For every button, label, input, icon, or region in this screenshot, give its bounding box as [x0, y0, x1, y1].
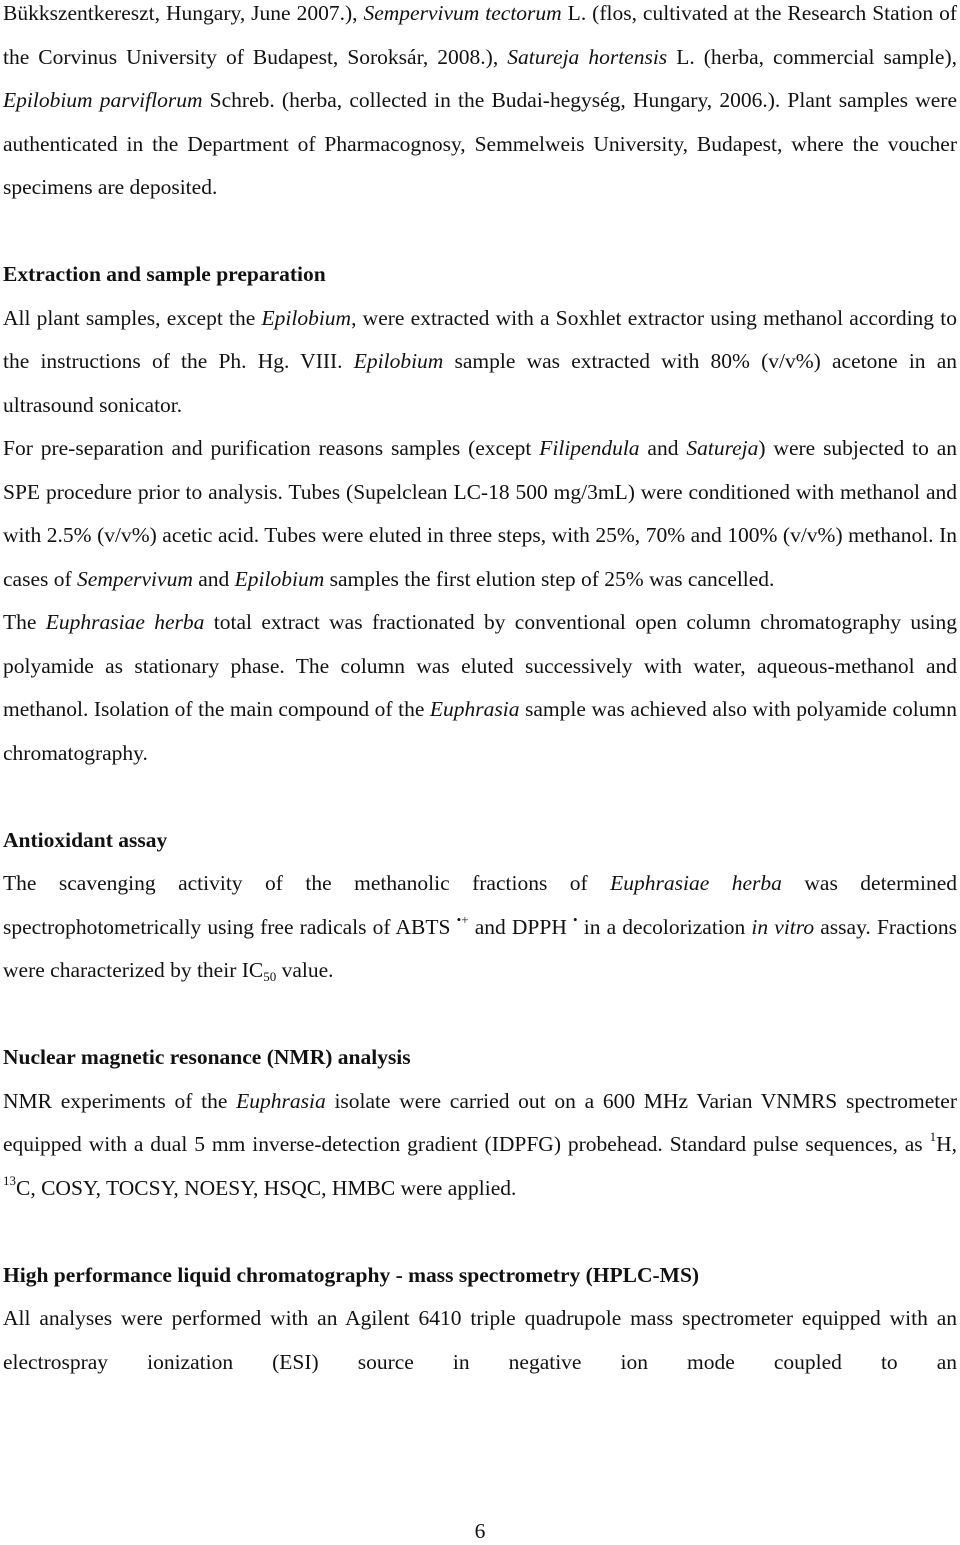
- italic-text: Euphrasiae herba: [610, 871, 782, 895]
- paragraph-antioxidant: [3, 862, 957, 993]
- text-run: and: [639, 436, 687, 460]
- text-run: and: [192, 566, 235, 591]
- italic-text: Epilobium: [261, 305, 352, 330]
- text-run: samples the first elution step of 25% was cancelled.: [324, 566, 775, 591]
- text-run: sample was achieved also with polyamide column chromatography.: [3, 697, 957, 765]
- section-gap: [3, 775, 957, 819]
- text-run: was determined spectrophotometrically using free radicals of ABTS: [3, 871, 957, 939]
- section-gap: [3, 1210, 957, 1254]
- text-run: C, COSY, TOCSY, NOESY, HSQC, HMBC were applied.: [16, 1175, 517, 1200]
- subscript-text: 50: [263, 969, 277, 984]
- text-run: L. (flos, cultivated at the Research Station of the Corvinus University of Budapest, Soroksár, 2008.),: [3, 1, 958, 69]
- text-run: H,: [936, 1132, 957, 1156]
- text-run: value.: [276, 958, 334, 982]
- text-run: isolate were carried out on a 600 MHz Varian VNMRS spectrometer equipped with a dual 5 mm inverse-detection gradient (IDPFG) probehead. Standard pulse sequences, as: [3, 1088, 957, 1156]
- page-number: 6: [474, 1519, 486, 1543]
- italic-text: Euphrasiae herba: [45, 610, 205, 634]
- italic-text: Satureja: [686, 436, 759, 460]
- text-run: sample was extracted with 80% (v/v%) acetone in an ultrasound sonicator.: [3, 349, 958, 417]
- superscript-text: 13: [3, 1172, 16, 1188]
- text-run: The: [3, 610, 46, 634]
- text-run: For pre-separation and purification reasons samples (except: [3, 436, 540, 460]
- text-run: All plant samples, except the: [3, 305, 262, 330]
- text-run: Bükkszentkereszt, Hungary, June 2007.),: [3, 1, 364, 25]
- italic-text: Epilobium: [353, 349, 444, 373]
- italic-text: Epilobium: [234, 566, 325, 591]
- section-gap: [3, 210, 957, 254]
- text-run: All analyses were performed with an Agilent 6410 triple quadrupole mass spectrometer equipped with an electrospray ionization (ESI) source in negative ion mode coupled to an: [3, 1306, 957, 1374]
- paragraph-extraction-1: [3, 297, 957, 428]
- italic-text: Filipendula: [539, 436, 640, 460]
- text-run: L. (herba, commercial sample),: [667, 44, 957, 69]
- text-run: , were extracted with a Soxhlet extractor using methanol according to the instructions of the Ph. Hg. VIII.: [3, 305, 957, 373]
- heading-antioxidant: Antioxidant assay: [3, 827, 168, 852]
- paragraph-hplc: [3, 1297, 957, 1384]
- heading-nmr: Nuclear magnetic resonance (NMR) analysis: [3, 1045, 411, 1069]
- paragraph-extraction-2: [3, 427, 957, 601]
- italic-text: Euphrasia: [429, 697, 520, 721]
- document-page: [3, 0, 957, 1384]
- paragraph-plant-samples: [3, 0, 957, 210]
- italic-text: Euphrasia: [236, 1088, 326, 1113]
- italic-text: Sempervivum: [77, 566, 193, 591]
- text-run: assay. Fractions were characterized by their IC: [3, 914, 957, 982]
- superscript-text: •: [573, 911, 578, 927]
- text-run: and DPPH: [468, 914, 574, 939]
- text-run: The scavenging activity of the methanolic fractions of: [3, 871, 611, 895]
- italic-text: Satureja hortensis: [507, 44, 668, 69]
- heading-extraction: Extraction and sample preparation: [3, 262, 326, 286]
- text-run: ) were subjected to an SPE procedure prior to analysis. Tubes (Supelclean LC-18 500 mg/3mL) were conditioned with methanol and with 2.5% (v/v%) acetic acid. Tubes were eluted in three steps, with 25%, 70% and 100% (v/v%) methanol. In cases of: [3, 436, 958, 591]
- superscript-text: •+: [456, 911, 469, 927]
- italic-text: Sempervivum tectorum: [363, 1, 562, 25]
- section-gap: [3, 993, 957, 1037]
- text-run: NMR experiments of the: [3, 1088, 237, 1113]
- superscript-text: 1: [929, 1129, 937, 1144]
- heading-hplc: High performance liquid chromatography - mass spectrometry (HPLC-MS): [3, 1262, 700, 1287]
- italic-text: in vitro: [751, 914, 815, 939]
- text-run: in a decolorization: [577, 914, 752, 939]
- text-run: Schreb. (herba, collected in the Budai-hegység, Hungary, 2006.). Plant samples were authenticated in the Department of Pharmacognosy, Semmelweis University, Budapest, where the voucher specimens are deposited.: [3, 88, 957, 199]
- text-run: total extract was fractionated by conventional open column chromatography using polyamide as stationary phase. The column was eluted successively with water, aqueous-methanol and methanol. Isolation of the main compound of the: [3, 610, 957, 721]
- paragraph-nmr: [3, 1080, 957, 1211]
- italic-text: Epilobium parviflorum: [3, 88, 203, 112]
- paragraph-extraction-3: [3, 601, 957, 775]
